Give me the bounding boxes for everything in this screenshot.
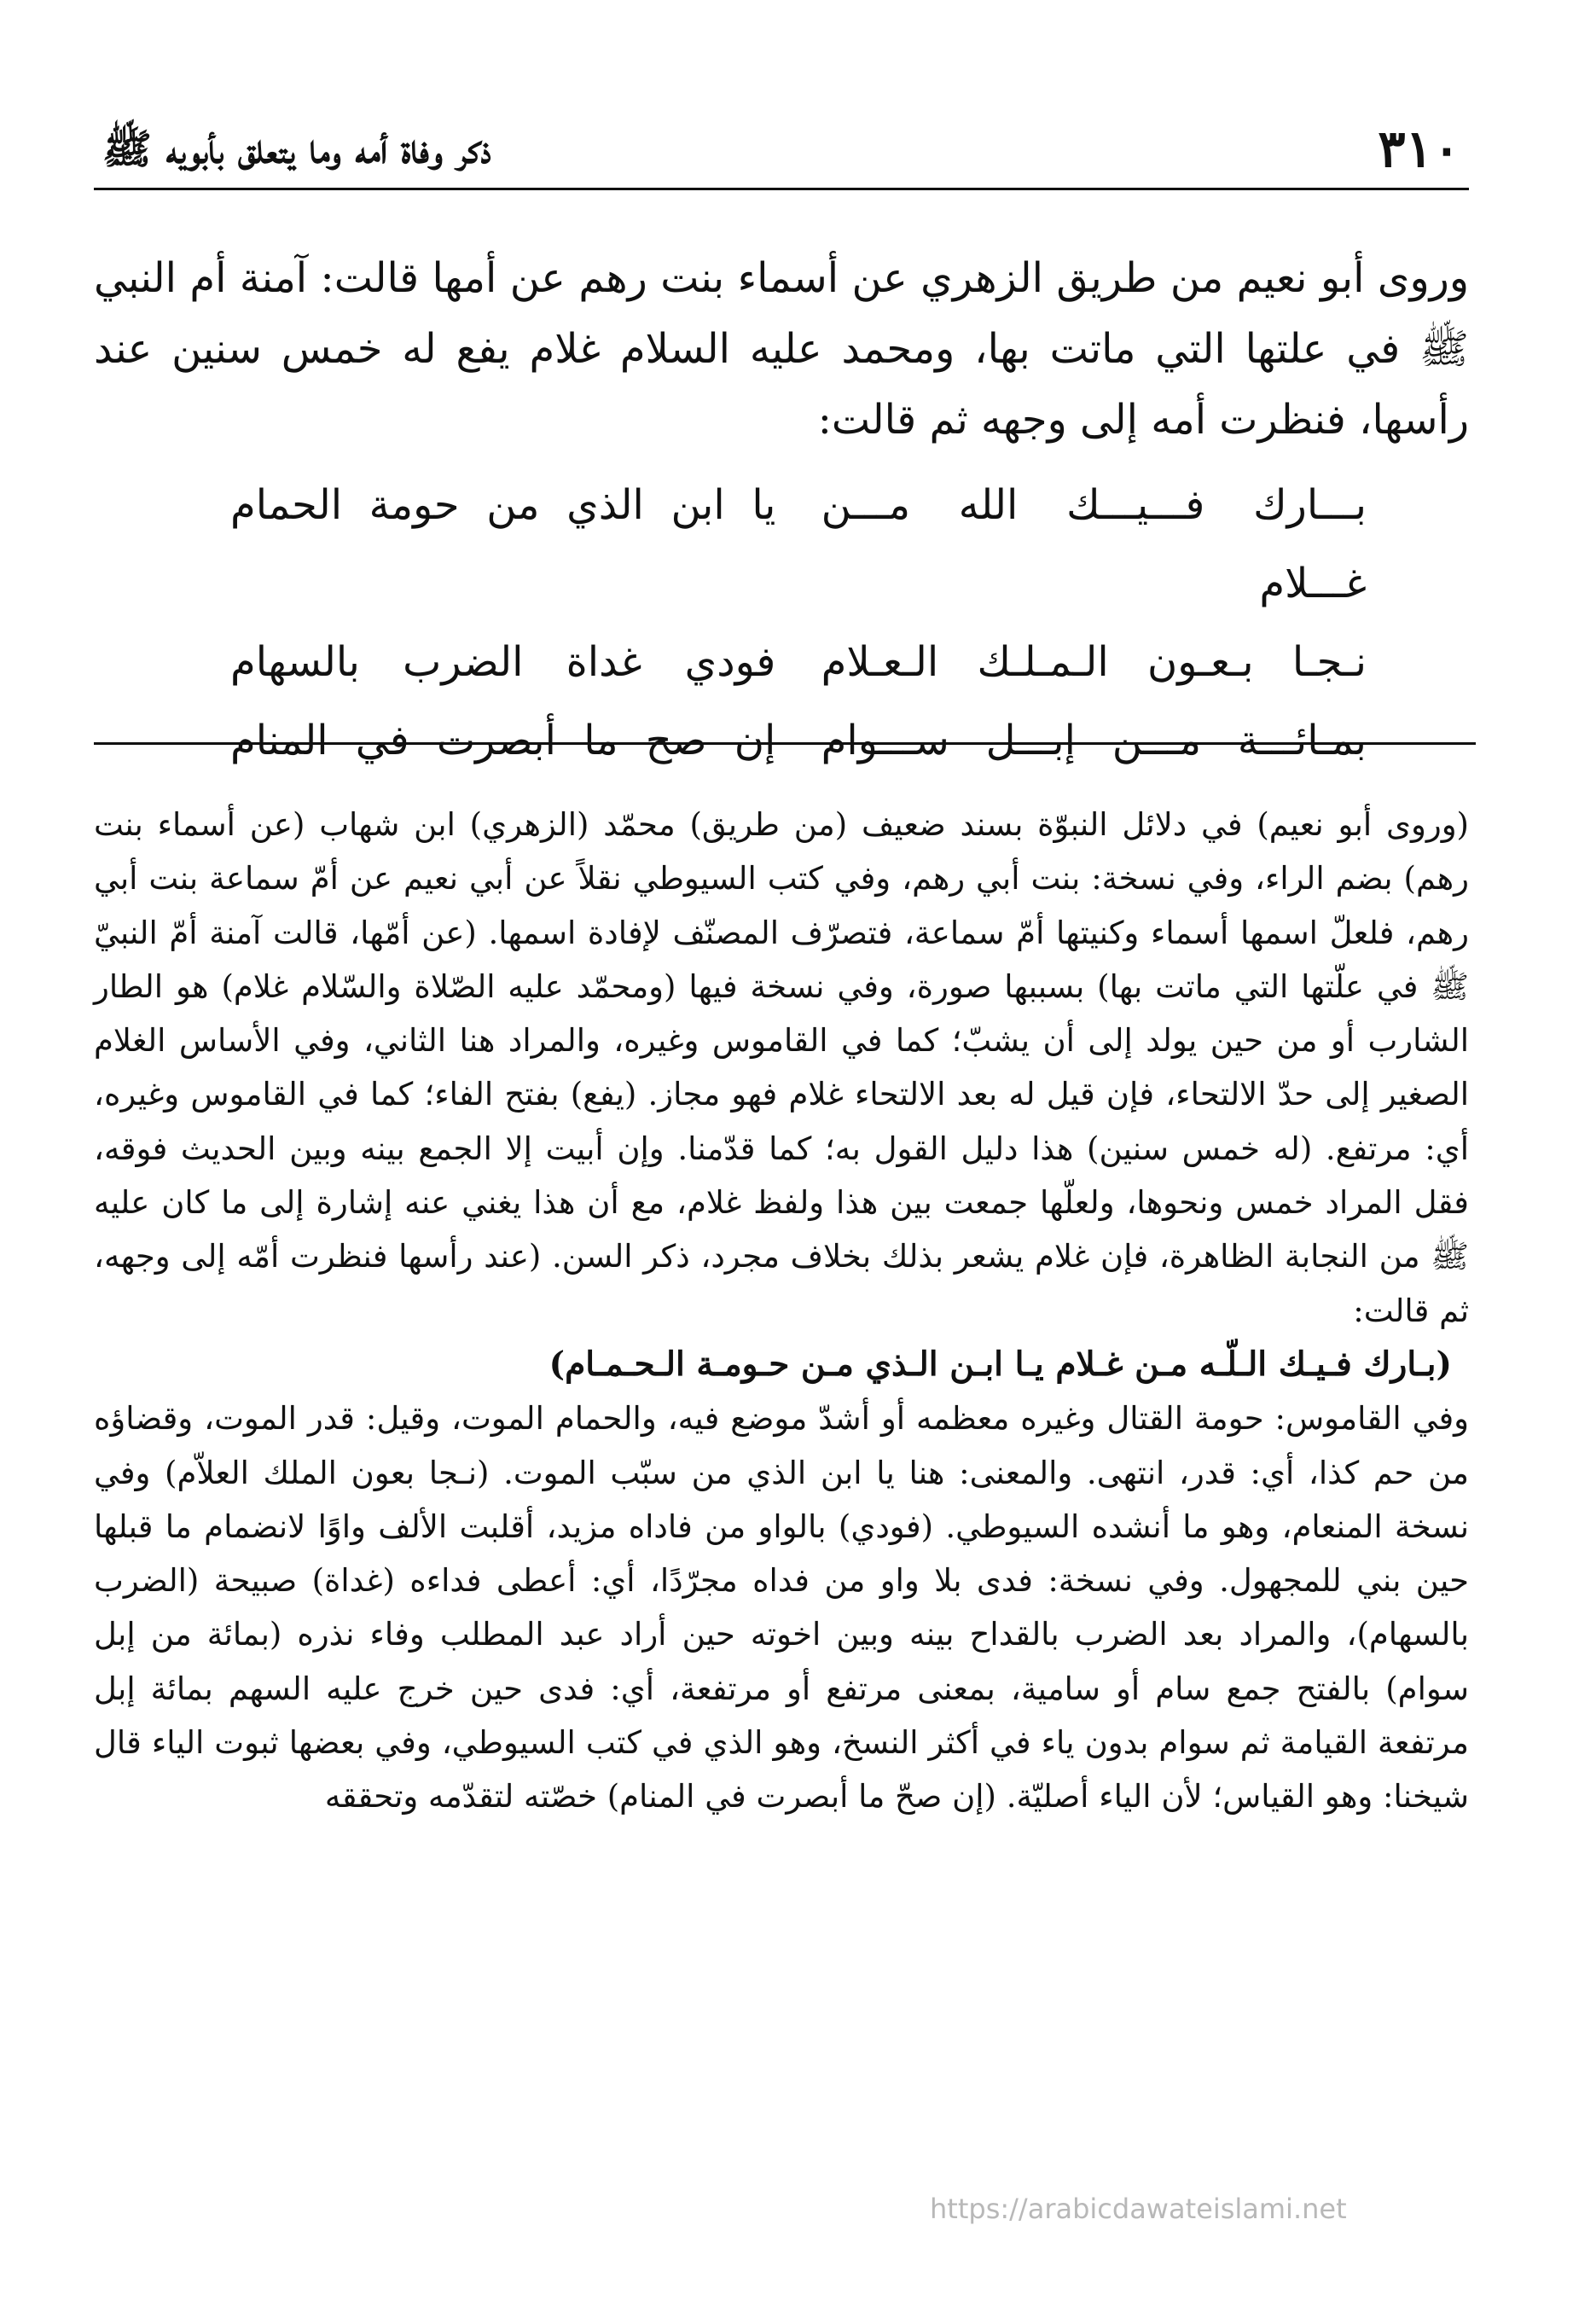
- verse-hemistich-right: بـــارك فـــيـــك الله مـــن غـــلام: [821, 481, 1367, 607]
- commentary: [94, 798, 1469, 1824]
- verse-hemistich-left: يا ابن الذي من حومة الحمام: [230, 481, 776, 529]
- section-divider: [94, 742, 1476, 745]
- commentary-paragraph: وفي القاموس: حومة القتال وغيره معظمه أو أشدّ موضع فيه، والحمام الموت، وقيل: قدر الموت، وقضاؤه من حم كذا، أي: قدر، انتهى. والمعنى: هنا يا ابن الذي من سبّب الموت. (نـجا بعون الملك العلاّم) وفي نسخة المنعام، وهو ما أنشده السيوطي. (فودي) بالواو من فاداه مزيد، أقلبت الألف واوًا لانضمام ما قبلها حين بني للمجهول. وفي نسخة: فدى بلا واو من فداه مجرّدًا، أي: أعطى فداءه (غداة) صبيحة (الضرب بالسهام)، والمراد بعد الضرب بالقداح بينه وبين اخوته حين أراد عبد المطلب وفاء نذره (بمائة من إبل سوام) بالفتح جمع سام أو سامية، بمعنى مرتفع أو مرتفعة، أي: فدى حين خرج عليه السهم بمائة إبل مرتفعة القيامة ثم سوام بدون ياء في أكثر النسخ، وهو الذي في كتب السيوطي، وفي بعضها ثبوت الياء قال شيخنا: وهو القياس؛ لأن الياء أصليّة. (إن صحّ ما أبصرت في المنام) خصّته لتقدّمه وتحققه: [94, 1400, 1469, 1816]
- page-number: ٣١٠: [1378, 119, 1460, 179]
- poem-verse: [230, 623, 1367, 701]
- commentary-paragraph: (وروى أبو نعيم) في دلائل النبوّة بسند ضعيف (من طريق) محمّد (الزهري) ابن شهاب (عن أسماء بنت رهم) بضم الراء، وفي نسخة: بنت أبي رهم، وفي كتب السيوطي نقلاً عن أبي نعيم عن أمّ سماعة بنت أبي رهم، فلعلّ اسمها أسماء وكنيتها أمّ سماعة، فتصرّف المصنّف لإفادة اسمها. (عن أمّها، قالت آمنة أمّ النبيّ ﷺ في علّتها التي ماتت بها) بسببها صورة، وفي نسخة فيها (ومحمّد عليه الصّلاة والسّلام غلام) هو الطار الشارب أو من حين يولد إلى أن يشبّ؛ كما في القاموس وغيره، والمراد هنا الثاني، وفي الأساس الغلام الصغير إلى حدّ الالتحاء، فإن قيل له بعد الالتحاء غلام فهو مجاز. (يفع) بفتح الفاء؛ كما في القاموس وغيره، أي: مرتفع. (له خمس سنين) هذا دليل القول به؛ كما قدّمنا. وإن أبيت إلا الجمع بينه وبين الحديث فوقه، فقل المراد خمس ونحوها، ولعلّها جمعت بين هذا ولفظ غلام، مع أن هذا يغني عنه إشارة إلى ما كان عليه ﷺ من النجابة الظاهرة، فإن غلام يشعر بذلك بخلاف مجرد، ذكر السن. (عند رأسها فنظرت أمّه إلى وجهه، ثم قالت:: [94, 806, 1469, 1329]
- poem-verse: [230, 701, 1367, 780]
- running-title: ذكر وفاة أمه وما يتعلق بأبويه ﷺ: [102, 125, 491, 173]
- commentary-verse: (بـارك فـيـك الـلّـه مـن غـلام يـا ابـن الـذي مـن حـومـة الـحـمـام): [549, 1344, 1452, 1384]
- poem-verse: [230, 466, 1367, 623]
- verse-hemistich-right: نـجـا بـعـون الـمـلـك الـعـلام: [821, 638, 1367, 686]
- verse-hemistich-left: فودي غداة الضرب بالسهام: [230, 638, 776, 686]
- verse-hemistich-right: بمـائـــة مـــن إبـــل ســـوام: [821, 717, 1367, 764]
- poem: [94, 466, 1469, 780]
- main-paragraph: وروى أبو نعيم من طريق الزهري عن أسماء بنت رهم عن أمها قالت: آمنة أم النبي ﷺ في علتها التي ماتت بها، ومحمد عليه السلام غلام يفع له خمس سنين عند رأسها، فنظرت أمه إلى وجهه ثم قالت:: [94, 254, 1469, 444]
- page-header: [94, 107, 1469, 190]
- verse-hemistich-left: إن صح ما أبصرت في المنام: [230, 717, 776, 764]
- main-text: [94, 243, 1469, 780]
- watermark-url: https://arabicdawateislami.net: [930, 2193, 1347, 2225]
